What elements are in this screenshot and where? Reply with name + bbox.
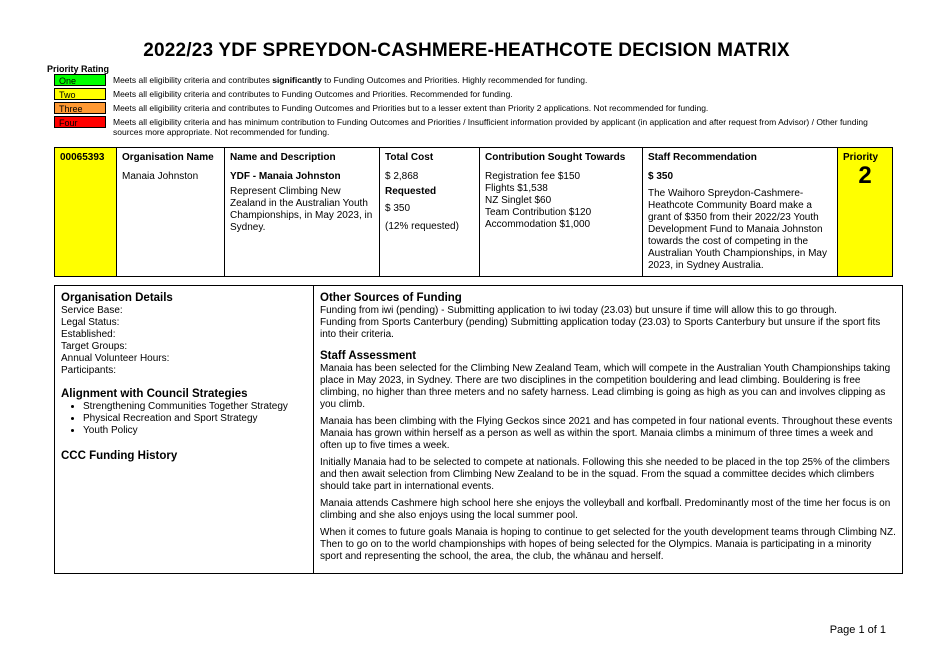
requested-label: Requested (385, 186, 437, 197)
other-funding-title: Other Sources of Funding (320, 292, 462, 304)
alignment-title: Alignment with Council Strategies (61, 388, 248, 400)
org-field: Legal Status: (61, 317, 120, 328)
staff-recommendation-header: Staff Recommendation (648, 152, 757, 163)
org-field: Participants: (61, 365, 117, 376)
description-text: Represent Climbing New Zealand in the Australian Youth Championships, in May 2023, in Sydney. (230, 186, 373, 233)
organisation-details-title: Organisation Details (61, 292, 173, 304)
assessment-paragraph: Manaia attends Cashmere high school here she enjoys the volleyball and korfball. Predominantly most of the time her focus is on climbing and she also enjoys using the local summer pool. (320, 498, 891, 521)
summary-table (54, 147, 893, 277)
assessment-paragraph: Manaia has been selected for the Climbing New Zealand Team, which will compete in the Australian Youth Championships taking place in May 2023, in Sydney. There are two disciplines in the competition bouldering and lead climbing. Bouldering is free climbing, no higher than three meters and no safety harness. Lead climbing is going as high as you can and involves clipping as you climb. (320, 363, 891, 410)
application-id-cell (55, 148, 117, 277)
contribution-item: Flights $1,538 (485, 183, 548, 194)
organisation-header: Organisation Name (122, 152, 214, 163)
recommended-amount: $ 350 (648, 171, 674, 182)
description-header: Name and Description (230, 152, 336, 163)
org-field: Service Base: (61, 305, 123, 316)
staff-assessment-title: Staff Assessment (320, 350, 417, 362)
legend-row-three (54, 102, 884, 114)
priority-legend (54, 74, 884, 139)
page-number: Page 1 of 1 (829, 624, 886, 636)
other-funding-line: Funding from Sports Canterbury (pending) Submitting application today (23.03) to Sports Canterbury but unsure if the sport fits into their criteria. (320, 317, 881, 340)
cost-cell (380, 148, 480, 277)
contribution-cell (480, 148, 643, 277)
legend-row-two (54, 88, 884, 100)
ccc-funding-history-title: CCC Funding History (61, 450, 178, 462)
total-cost-header: Total Cost (385, 152, 434, 163)
contribution-item: Accommodation $1,000 (485, 219, 591, 230)
contribution-item: NZ Singlet $60 (485, 195, 552, 206)
requested-percentage: (12% requested) (385, 221, 459, 232)
right-details-column (314, 286, 903, 574)
other-funding-line: Funding from iwi (pending) - Submitting application to iwi today (23.03) but unsure if time will allow this to go through. (320, 305, 837, 316)
org-field: Established: (61, 329, 116, 340)
description-title: YDF - Manaia Johnston (230, 171, 341, 182)
contribution-item: Team Contribution $120 (485, 207, 592, 218)
legend-row-four (54, 116, 884, 137)
contribution-item: Registration fee $150 (485, 171, 581, 182)
legend-row-one (54, 74, 884, 86)
application-id: 00065393 (60, 152, 105, 163)
strategy-item: • Strengthening Communities Together Strategy (83, 401, 307, 413)
total-cost-value: $ 2,868 (385, 171, 419, 182)
page-title: 2022/23 YDF SPREYDON-CASHMERE-HEATHCOTE DECISION MATRIX (143, 40, 790, 61)
priority-four-text: Meets all eligibility criteria and has minimum contribution to Funding Outcomes and Priorities / Insufficient information provided by applicant (in application and after request from Advisor) / Other funding sources more appropriate. Not recommended for funding. (113, 117, 868, 137)
priority-one-text: Meets all eligibility criteria and contributes significantly to Funding Outcomes and Priorities. Highly recommended for funding. (113, 75, 588, 85)
priority-cell (838, 148, 893, 277)
priority-three-swatch: Three (54, 102, 106, 114)
organisation-name: Manaia Johnston (122, 171, 199, 182)
priority-two-swatch: Two (54, 88, 106, 100)
priority-three-text: Meets all eligibility criteria and contributes to Funding Outcomes and Priorities but to a lesser extent than Priority 2 applications. Not recommended for funding. (113, 103, 709, 113)
priority-value: 2 (858, 162, 872, 189)
recommendation-text: The Waihoro Spreydon-Cashmere-Heathcote Community Board make a grant of $350 from their 2022/23 Youth Development Fund to Manaia Johnston towards the cost of competing in the Australian Youth Championships, in May 2023, in Sydney Australia. (648, 188, 827, 271)
strategy-item: • Physical Recreation and Sport Strategy (83, 413, 307, 425)
strategy-item: • Youth Policy (83, 425, 307, 437)
assessment-paragraph: Initially Manaia had to be selected to compete at nationals. Following this she needed to be placed in the top 25% of the climbers and then await selection from Climbing New Zealand to be in the squad. From the squad a committee decides which climbers should take part in international events. (320, 457, 890, 492)
priority-two-text: Meets all eligibility criteria and contributes to Funding Outcomes and Priorities. Recommended for funding. (113, 89, 513, 99)
contribution-header: Contribution Sought Towards (485, 152, 626, 163)
staff-recommendation-cell (643, 148, 838, 277)
left-details-column (55, 286, 314, 574)
org-field: Annual Volunteer Hours: (61, 353, 170, 364)
strategy-list (61, 401, 307, 437)
priority-one-swatch: One (54, 74, 106, 86)
org-field: Target Groups: (61, 341, 128, 352)
details-table (54, 285, 903, 574)
priority-rating-heading: Priority Rating (47, 64, 110, 74)
requested-amount: $ 350 (385, 203, 411, 214)
assessment-paragraph: When it comes to future goals Manaia is hoping to continue to get selected for the youth development teams through Climbing NZ. Then to go on to the world championships with hopes of being selected for the Olympics. Manaia is participating in a minority sport and representing the school, the area, the club, the whānau and herself. (320, 527, 896, 562)
priority-header: Priority (843, 152, 879, 163)
assessment-paragraph: Manaia has been climbing with the Flying Geckos since 2021 and has competed in four national events. Throughout these events Manaia has grown within herself as a person as well as within the sport. Manaia climbs a minimum of three times a week and often up to five times a week. (320, 416, 893, 451)
description-cell (225, 148, 380, 277)
priority-four-swatch: Four (54, 116, 106, 128)
organisation-cell (117, 148, 225, 277)
